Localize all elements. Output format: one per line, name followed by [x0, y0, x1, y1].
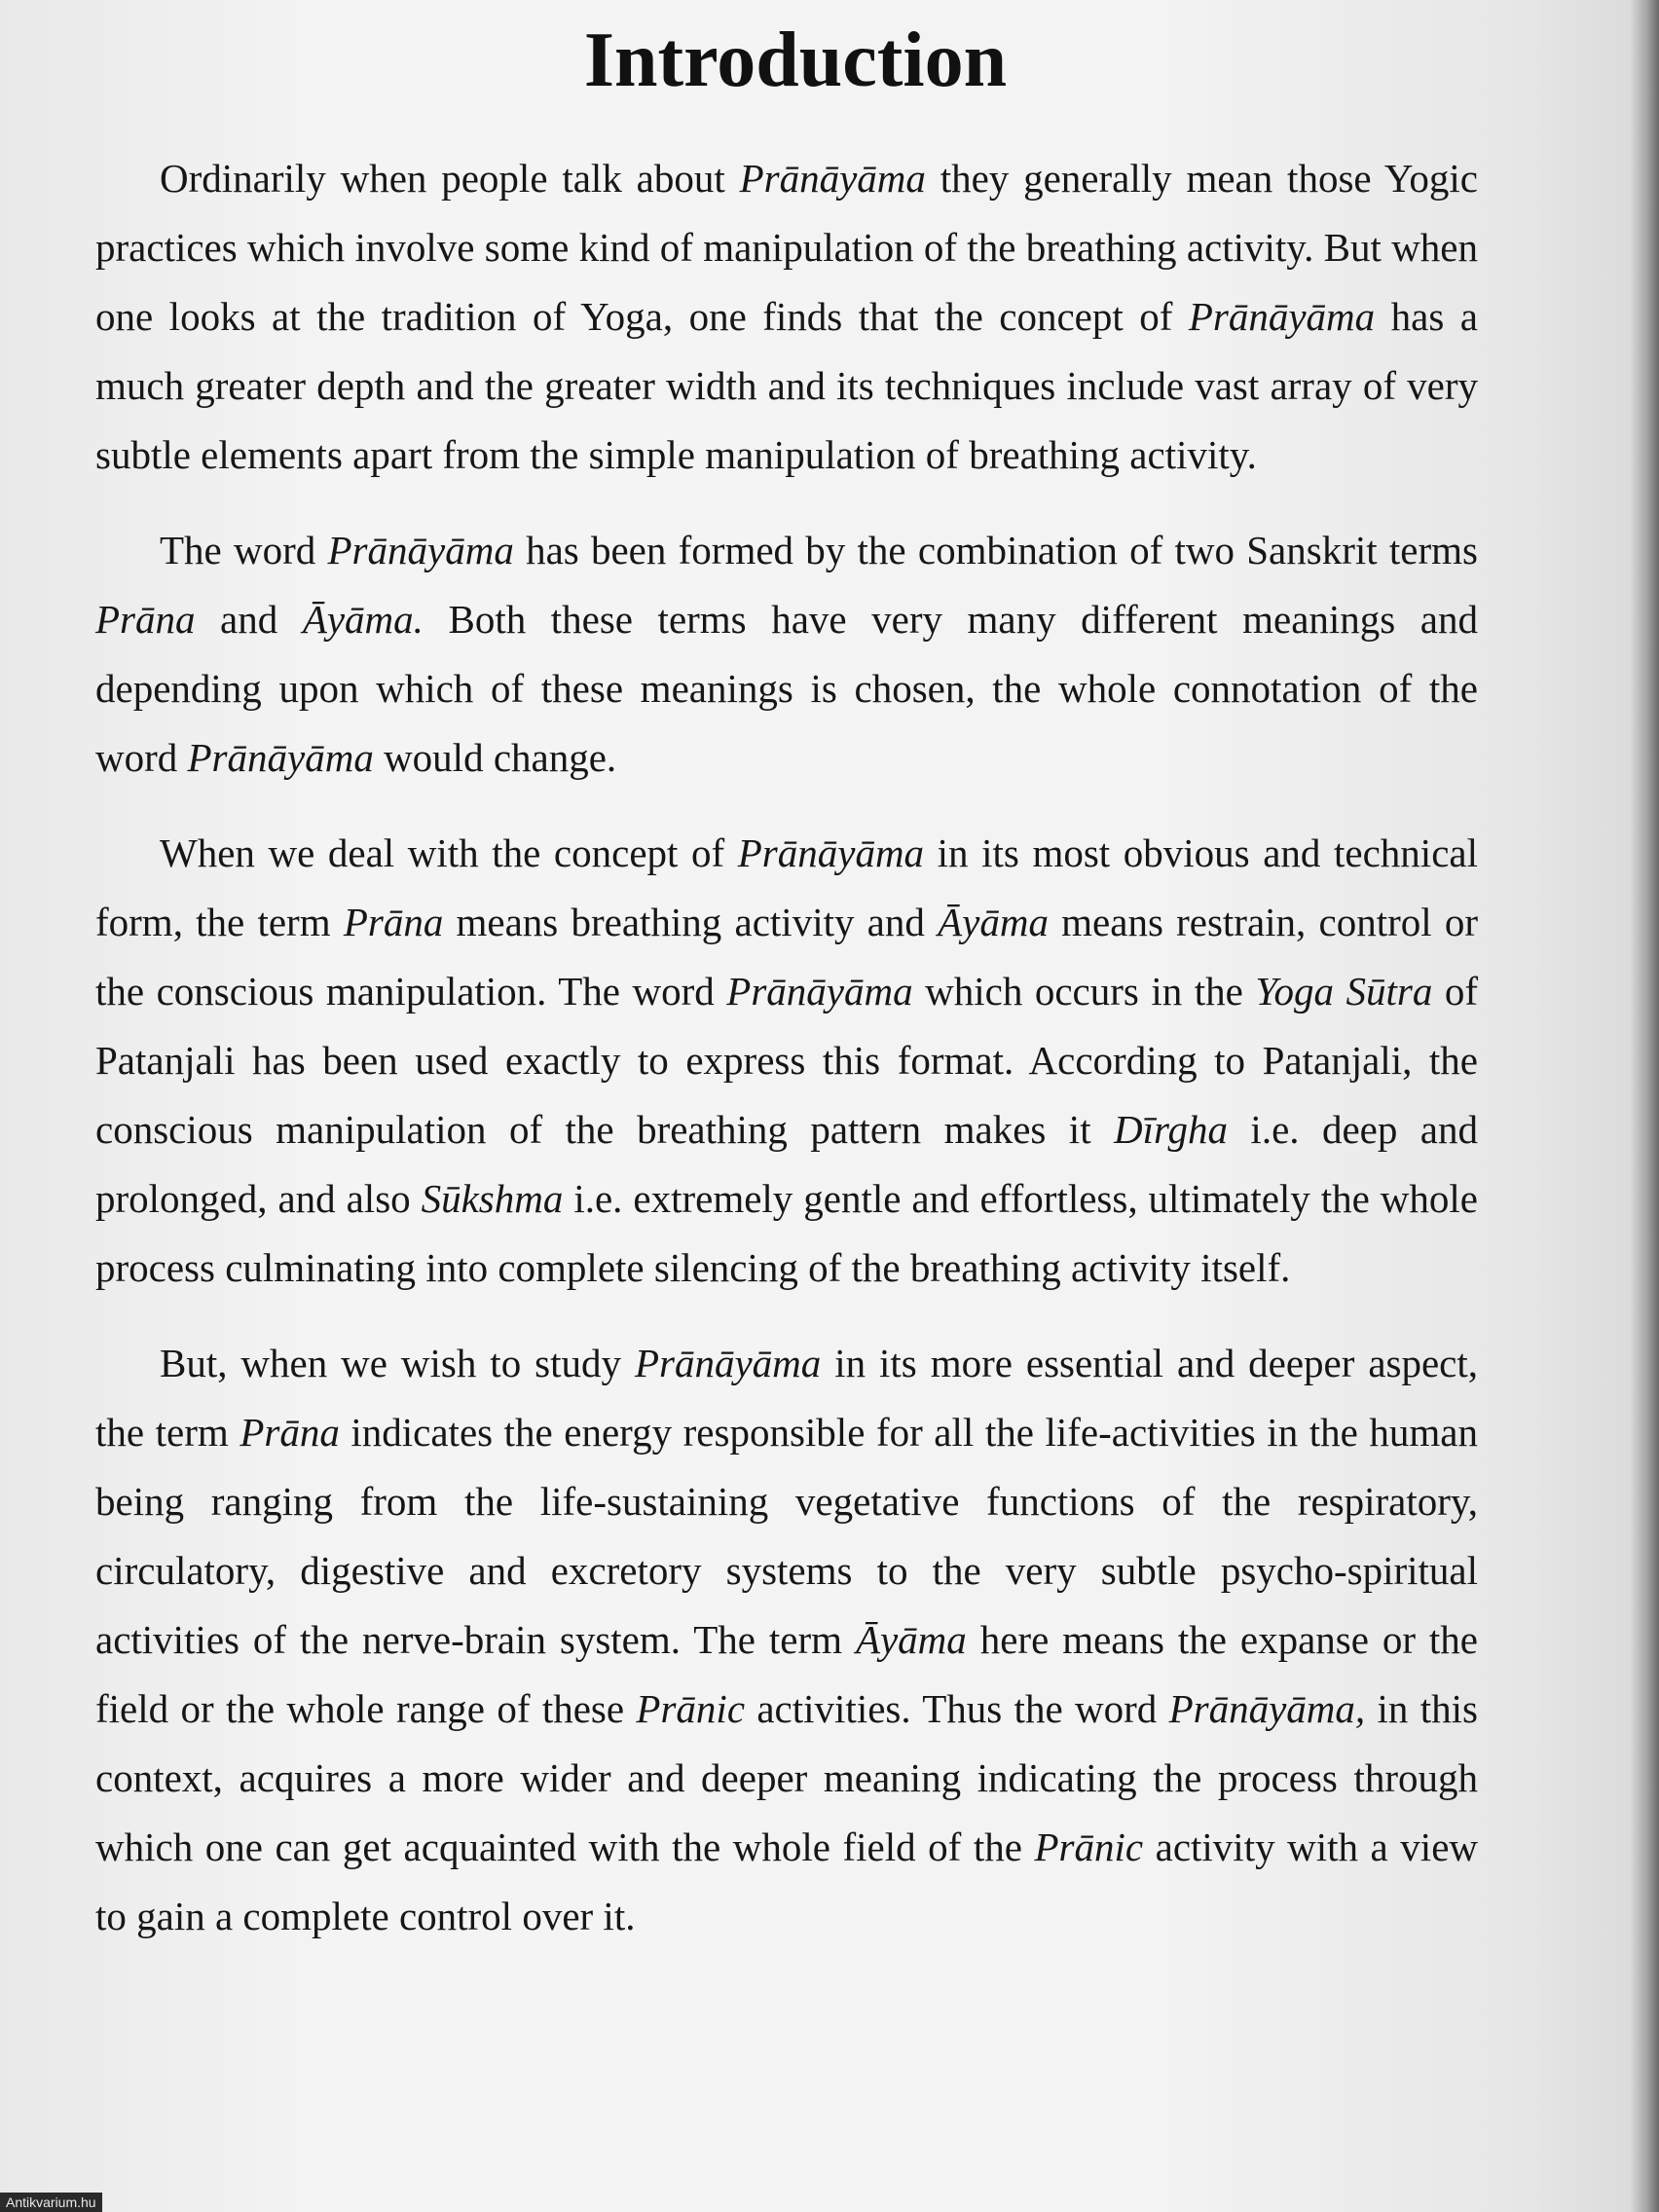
text-run: in its most obvious and technical form, the term	[95, 830, 1478, 944]
text-run: and	[195, 597, 303, 642]
italic-term: Prānāyāma	[634, 1341, 822, 1385]
text-run: they generally mean those Yogic practices which involve some kind of manipulation of the breathing activity. But when one looks at the tradition of Yoga, one finds that the concept of	[95, 156, 1478, 339]
paragraph-2	[95, 516, 1478, 793]
italic-term: Prānāyāma	[726, 969, 913, 1014]
text-run: has a much greater depth and the greater width and its techniques include vast array of very subtle elements apart from the simple manipulation of breathing activity.	[95, 294, 1478, 477]
text-run: i.e. deep and prolonged, and also	[95, 1107, 1479, 1221]
italic-term: Prānāyāma	[187, 735, 374, 780]
italic-term: Prānāyāma	[739, 156, 926, 201]
italic-term: Āyāma	[938, 900, 1049, 944]
text-run: activity with a view to gain a complete control over it.	[95, 1825, 1478, 1938]
text-run: When we deal with the concept of	[160, 830, 738, 875]
text-run: The word	[160, 528, 328, 572]
text-run: here means the expanse or the field or the whole range of these	[95, 1617, 1479, 1731]
italic-term: Prāna	[240, 1410, 340, 1455]
text-run: means breathing activity and	[443, 900, 939, 944]
italic-term: Prānic	[636, 1686, 746, 1731]
italic-term: Prāna	[95, 597, 196, 642]
italic-term: Prānāyāma	[327, 528, 514, 572]
italic-term: Prānic	[1034, 1825, 1144, 1869]
page-edge-shadow	[1630, 0, 1659, 2212]
text-run: in its more essential and deeper aspect, the term	[95, 1341, 1479, 1455]
text-run: activities. Thus the word	[745, 1686, 1169, 1731]
text-run: which occurs in the	[912, 969, 1256, 1014]
italic-term: Yoga Sūtra	[1255, 969, 1433, 1014]
text-run: has been formed by the combination of two Sanskrit terms	[513, 528, 1478, 572]
page-title: Introduction	[583, 18, 1008, 103]
italic-term: Āyāma	[855, 1617, 967, 1662]
italic-term: Āyāma.	[302, 597, 424, 642]
watermark-label: Antikvarium.hu	[0, 2193, 102, 2212]
text-run: of Patanjali has been used exactly to express this format. According to Patanjali, the conscious manipulation of the breathing pattern makes it	[95, 969, 1479, 1152]
paragraph-3	[95, 819, 1478, 1303]
text-run: would change.	[373, 735, 617, 780]
text-run: Both these terms have very many different meanings and depending upon which of these meanings is chosen, the whole connotation of the word	[95, 597, 1479, 780]
paragraph-4	[95, 1329, 1478, 1951]
body-text	[95, 144, 1478, 1977]
italic-term: Sūkshma	[421, 1176, 564, 1221]
italic-term: Prāna	[343, 900, 444, 944]
italic-term: Prānāyāma	[1188, 294, 1376, 339]
text-run: indicates the energy responsible for all the life-activities in the human being ranging from the life-sustaining vegetative functions of the respiratory, circulatory, digestive and excretory systems to the very subtle psycho-spiritual activities of the nerve-brain system. The term	[95, 1410, 1478, 1662]
italic-term: Dīrgha	[1114, 1107, 1228, 1152]
text-run: Ordinarily when people talk about	[160, 156, 740, 201]
paragraph-1	[95, 144, 1478, 490]
text-run: in this context, acquires a more wider and deeper meaning indicating the process through which one can get acquainted with the whole field of the	[95, 1686, 1478, 1869]
text-run: means restrain, control or the conscious manipulation. The word	[95, 900, 1479, 1014]
text-run: i.e. extremely gentle and effortless, ultimately the whole process culminating into complete silencing of the breathing activity itself.	[95, 1176, 1478, 1290]
italic-term: Prānāyāma,	[1168, 1686, 1366, 1731]
text-run: But, when we wish to study	[160, 1341, 635, 1385]
italic-term: Prānāyāma	[737, 830, 925, 875]
